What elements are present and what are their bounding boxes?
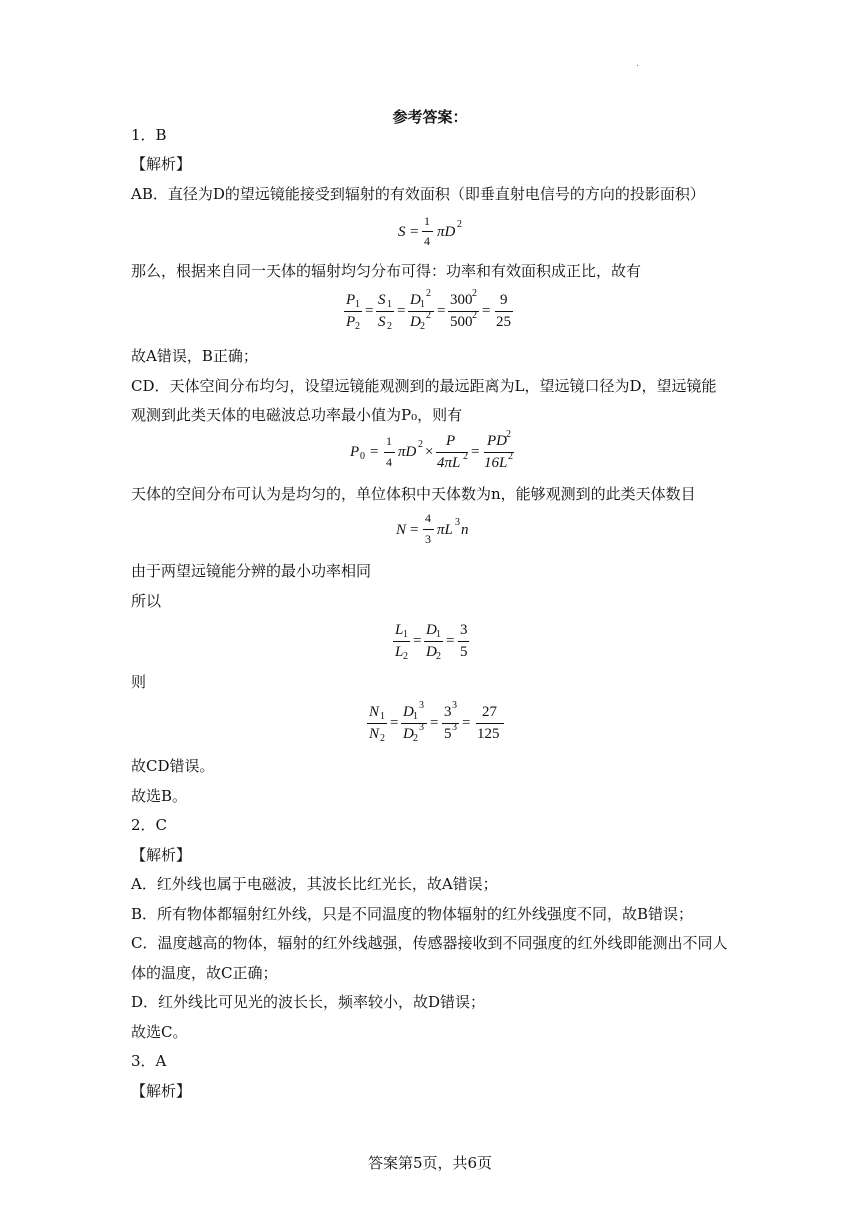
- paragraph-number-density: 天体的空间分布可认为是均匀的，单位体积中天体数为n，能够观测到的此类天体数目: [131, 485, 696, 503]
- paragraph-choose-c: 故选C。: [131, 1023, 188, 1041]
- equation-distance-ratio: L 1 L 2 = D 1 D 2 = 3 5: [395, 622, 468, 662]
- equation-count-ratio: N 1 N 2 = D 1 3 D 2 3 = 3 3 5 3 = 27 125: [367, 702, 507, 748]
- paragraph-conclusion-ab: 故A错误，B正确；: [131, 347, 258, 365]
- paragraph-option-c: C．温度越高的物体，辐射的红外线越强，传感器接收到不同强度的红外线即能测出不同人: [131, 934, 728, 952]
- paragraph-option-b: B．所有物体都辐射红外线，只是不同温度的物体辐射的红外线强度不同，故B错误；: [131, 905, 694, 923]
- paragraph-cd-intro: CD．天体空间分布均匀，设望远镜能观测到的最远距离为L，望远镜口径为D，望远镜能: [131, 377, 717, 395]
- answer-1-heading: 1．B: [131, 126, 167, 144]
- page-dot: .: [636, 58, 640, 69]
- equation-min-power: P 0 = 1 4 πD 2 × P 4πL 2 = PD 2 16L 2: [350, 429, 513, 471]
- paragraph-same-min-power: 由于两望远镜能分辨的最小功率相同: [131, 562, 372, 580]
- paragraph-option-c-cont: 体的温度，故C正确；: [131, 964, 278, 982]
- paragraph-cd-intro-cont: 观测到此类天体的电磁波总功率最小值为P₀，则有: [131, 406, 463, 424]
- equation-power-ratio: P 1 P 2 = S 1 S 2 = D 1 2 D 2 2 = 300 2 500 2 = 9 25: [346, 288, 511, 332]
- paragraph-therefore: 所以: [131, 592, 162, 610]
- answer-3-heading: 3．A: [131, 1052, 167, 1070]
- paragraph-option-a: A．红外线也属于电磁波，其波长比红光长，故A错误；: [131, 875, 498, 893]
- paragraph-ab-intro: AB．直径为D的望远镜能接受到辐射的有效面积（即垂直射电信号的方向的投影面积）: [131, 185, 705, 203]
- paragraph-then: 则: [131, 673, 147, 691]
- paragraph-power-ratio: 那么，根据来自同一天体的辐射均匀分布可得：功率和有效面积成正比，故有: [131, 262, 642, 280]
- page-title: 参考答案：: [392, 108, 468, 126]
- equation-observed-count: N = 4 3 πL 3 n: [396, 511, 469, 546]
- paragraph-option-d: D．红外线比可见光的波长长，频率较小，故D错误；: [131, 993, 486, 1011]
- page-footer: 答案第5页，共6页: [367, 1154, 493, 1172]
- paragraph-conclusion-cd: 故CD错误。: [131, 757, 215, 775]
- analysis-label-1: 【解析】: [131, 155, 192, 173]
- analysis-label-2: 【解析】: [131, 846, 192, 864]
- paragraph-choose-b: 故选B。: [131, 787, 188, 805]
- analysis-label-3: 【解析】: [131, 1082, 192, 1100]
- answer-2-heading: 2．C: [131, 816, 168, 834]
- equation-effective-area: S = 1 4 πD 2: [398, 214, 462, 248]
